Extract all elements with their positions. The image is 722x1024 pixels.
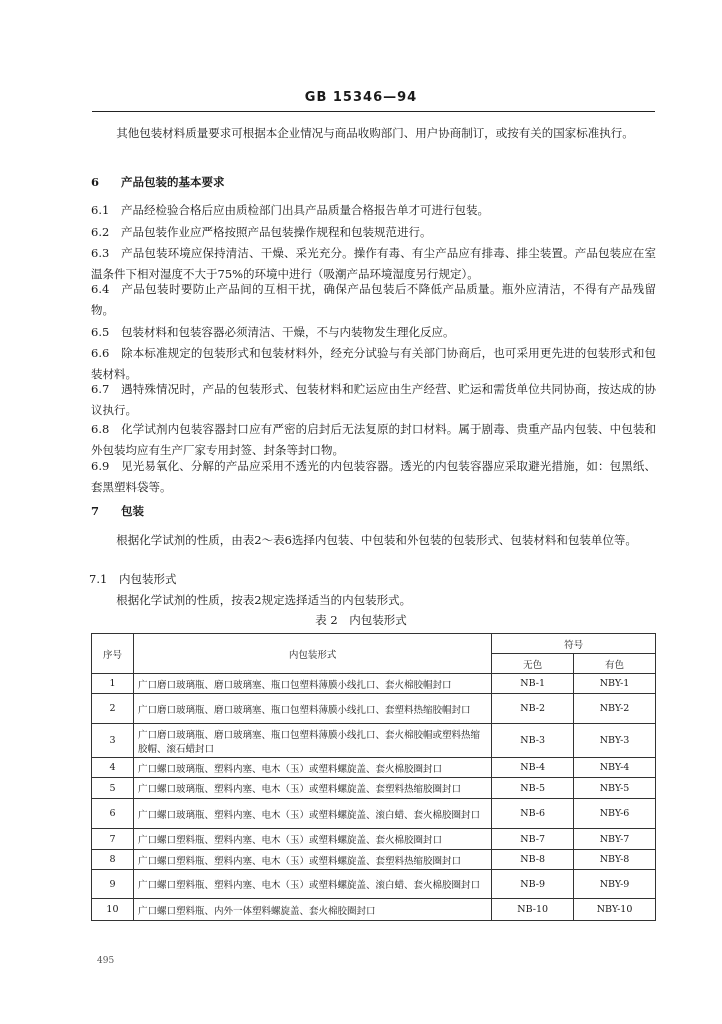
col-header-form: 内包装形式 xyxy=(133,634,491,674)
cell-code-colorless: NB-7 xyxy=(492,829,574,850)
cell-form: 广口螺口塑料瓶、塑料内塞、电木（玉）或塑料螺旋盖、套火棉胶圈封口 xyxy=(133,829,491,850)
clause-text: 产品包装环境应保持清洁、干燥、采光充分。操作有毒、有尘产品应有排毒、排尘装置。产品包装应在室温条件下相对湿度不大于75%的环境中进行（吸潮产品环境湿度另行规定）。 xyxy=(91,246,656,281)
clause-text: 化学试剂内包装容器封口应有严密的启封后无法复原的封口材料。属于剧毒、贵重产品内包装、中包装和外包装均应有生产厂家专用封签、封条等封口物。 xyxy=(91,422,656,457)
clause-text: 除本标准规定的包装形式和包装材料外，经充分试验与有关部门协商后，也可采用更先进的包装形式和包装材料。 xyxy=(91,346,656,381)
table-row xyxy=(92,778,656,799)
clause-number: 6.7 xyxy=(91,382,110,396)
cell-form: 广口螺口塑料瓶、塑料内塞、电木（玉）或塑料螺旋盖、滚白蜡、套火棉胶圈封口 xyxy=(133,870,491,899)
paragraph-7-1: 根据化学试剂的性质，按表2规定选择适当的内包装形式。 xyxy=(116,593,412,607)
cell-code-colored: NBY-2 xyxy=(574,694,656,724)
table-row xyxy=(92,850,656,870)
table-row xyxy=(92,724,656,758)
cell-code-colored: NBY-10 xyxy=(574,899,656,921)
table-row xyxy=(92,758,656,778)
clause-text: 包装材料和包装容器必须清洁、干燥，不与内装物发生理化反应。 xyxy=(121,325,455,339)
page-number: 495 xyxy=(97,956,115,966)
cell-form: 广口磨口玻璃瓶、磨口玻璃塞、瓶口包塑料薄膜小线扎口、套火棉胶帽封口 xyxy=(133,674,491,694)
cell-code-colorless: NB-9 xyxy=(492,870,574,899)
cell-code-colorless: NB-10 xyxy=(492,899,574,921)
table-row xyxy=(92,799,656,829)
table-row xyxy=(92,694,656,724)
col-header-code: 符号 xyxy=(492,634,656,654)
clause-number: 6.8 xyxy=(91,422,110,436)
section-6-heading xyxy=(91,172,225,193)
cell-form: 广口螺口塑料瓶、塑料内塞、电木（玉）或塑料螺旋盖、套塑料热缩胶圈封口 xyxy=(133,850,491,870)
cell-code-colored: NBY-8 xyxy=(574,850,656,870)
cell-no: 7 xyxy=(92,829,134,850)
table-row xyxy=(92,899,656,921)
cell-no: 5 xyxy=(92,778,134,799)
cell-code-colorless: NB-2 xyxy=(492,694,574,724)
table-2 xyxy=(91,633,656,921)
cell-no: 2 xyxy=(92,694,134,724)
table-row xyxy=(92,870,656,899)
clause-number: 6.2 xyxy=(91,225,110,239)
clause-text: 产品包装作业应严格按照产品包装操作规程和包装规范进行。 xyxy=(121,225,432,239)
section-number: 7 xyxy=(91,504,100,518)
clause xyxy=(91,322,656,343)
section-title: 包装 xyxy=(121,504,144,518)
cell-no: 4 xyxy=(92,758,134,778)
clause-number: 6.6 xyxy=(91,346,110,360)
clause-number: 6.1 xyxy=(91,203,110,217)
clause-number: 6.9 xyxy=(91,459,110,473)
cell-code-colorless: NB-8 xyxy=(492,850,574,870)
cell-no: 9 xyxy=(92,870,134,899)
cell-code-colorless: NB-4 xyxy=(492,758,574,778)
clause xyxy=(91,379,656,421)
cell-form: 广口磨口玻璃瓶、磨口玻璃塞、瓶口包塑料薄膜小线扎口、套塑料热缩胶帽封口 xyxy=(133,694,491,724)
cell-no: 8 xyxy=(92,850,134,870)
section-7-1-heading xyxy=(89,569,654,590)
cell-form: 广口螺口玻璃瓶、塑料内塞、电木（玉）或塑料螺旋盖、滚白蜡、套火棉胶圈封口 xyxy=(133,799,491,829)
section-title: 产品包装的基本要求 xyxy=(121,175,225,189)
cell-code-colorless: NB-3 xyxy=(492,724,574,758)
clause xyxy=(91,200,656,221)
clause xyxy=(91,419,656,461)
paragraph-7: 根据化学试剂的性质，由表2～表6选择内包装、中包装和外包装的包装形式、包装材料和包装单位等。 xyxy=(116,533,637,547)
table-body xyxy=(92,674,656,921)
table-row xyxy=(92,829,656,850)
paragraph-intro: 其他包装材料质量要求可根据本企业情况与商品收购部门、用户协商制订，或按有关的国家标准执行。 xyxy=(116,126,634,140)
clause xyxy=(91,279,656,321)
cell-code-colorless: NB-5 xyxy=(492,778,574,799)
col-header-no: 序号 xyxy=(92,634,134,674)
section-7-heading xyxy=(91,501,144,522)
cell-code-colorless: NB-6 xyxy=(492,799,574,829)
section-number: 6 xyxy=(91,175,100,189)
section-title: 内包装形式 xyxy=(119,572,177,586)
cell-code-colored: NBY-5 xyxy=(574,778,656,799)
standard-header: GB 15346—94 xyxy=(304,90,418,105)
table-row xyxy=(92,674,656,694)
clause xyxy=(91,456,656,498)
cell-no: 10 xyxy=(92,899,134,921)
cell-code-colored: NBY-1 xyxy=(574,674,656,694)
clause-text: 见光易氧化、分解的产品应采用不透光的内包装容器。透光的内包装容器应采取避光措施，如：包黑纸、套黑塑料袋等。 xyxy=(91,459,656,494)
cell-code-colored: NBY-6 xyxy=(574,799,656,829)
clause-number: 6.3 xyxy=(91,246,110,260)
clause xyxy=(91,222,656,243)
clause-text: 产品经检验合格后应由质检部门出具产品质量合格报告单才可进行包装。 xyxy=(121,203,489,217)
cell-code-colored: NBY-3 xyxy=(574,724,656,758)
cell-no: 3 xyxy=(92,724,134,758)
cell-form: 广口磨口玻璃瓶、磨口玻璃塞、瓶口包塑料薄膜小线扎口、套火棉胶帽或塑料热缩胶帽、滚石蜡封口 xyxy=(133,724,491,758)
cell-code-colored: NBY-7 xyxy=(574,829,656,850)
col-header-colorless: 无色 xyxy=(492,654,574,674)
col-header-colored: 有色 xyxy=(574,654,656,674)
cell-no: 6 xyxy=(92,799,134,829)
clause-number: 6.4 xyxy=(91,282,110,296)
cell-code-colored: NBY-4 xyxy=(574,758,656,778)
table-caption: 表 2 内包装形式 xyxy=(315,613,407,627)
header-rule xyxy=(92,111,655,112)
cell-code-colorless: NB-1 xyxy=(492,674,574,694)
cell-form: 广口螺口塑料瓶、内外一体塑料螺旋盖、套火棉胶圈封口 xyxy=(133,899,491,921)
cell-form: 广口螺口玻璃瓶、塑料内塞、电木（玉）或塑料螺旋盖、套火棉胶圈封口 xyxy=(133,758,491,778)
section-number: 7.1 xyxy=(89,572,108,586)
clause-text: 遇特殊情况时，产品的包装形式、包装材料和贮运应由生产经营、贮运和需货单位共同协商，按达成的协议执行。 xyxy=(91,382,656,417)
clause-number: 6.5 xyxy=(91,325,110,339)
clause-text: 产品包装时要防止产品间的互相干扰，确保产品包装后不降低产品质量。瓶外应清洁，不得有产品残留物。 xyxy=(91,282,656,317)
cell-code-colored: NBY-9 xyxy=(574,870,656,899)
cell-no: 1 xyxy=(92,674,134,694)
cell-form: 广口螺口玻璃瓶、塑料内塞、电木（玉）或塑料螺旋盖、套塑料热缩胶圈封口 xyxy=(133,778,491,799)
